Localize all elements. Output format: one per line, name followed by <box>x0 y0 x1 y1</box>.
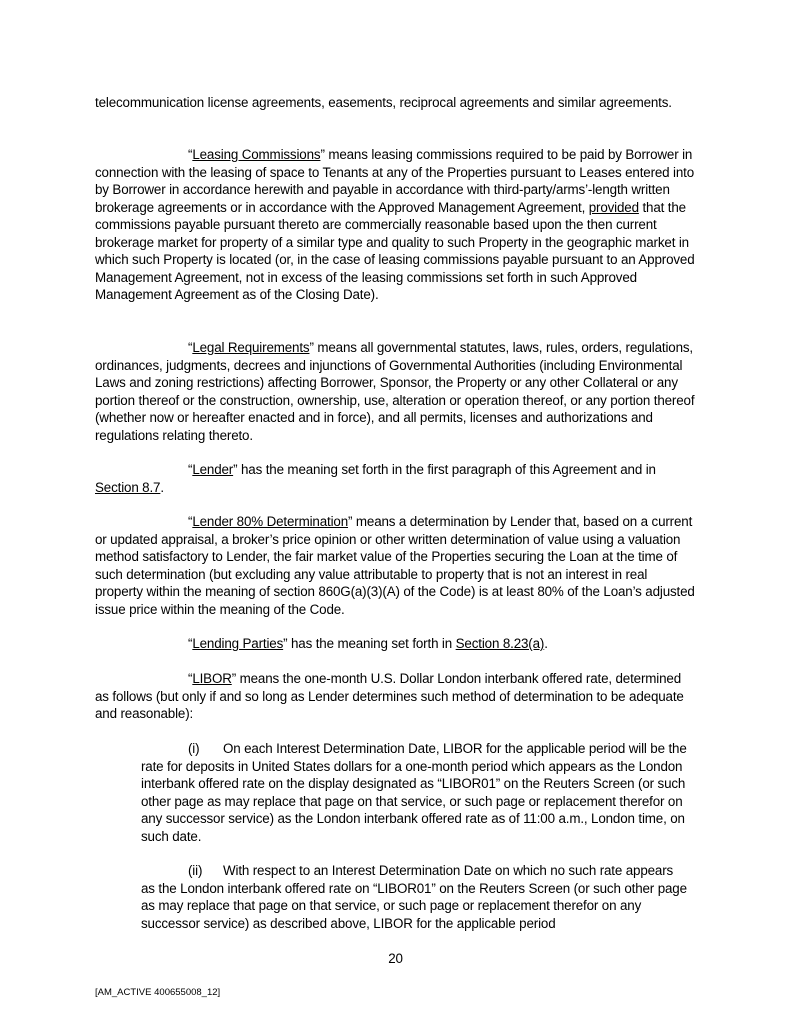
defined-term: Lender <box>192 462 234 477</box>
defined-term: Legal Requirements <box>192 340 310 355</box>
definition-libor: “LIBOR” means the one-month U.S. Dollar London interbank offered rate, determined as follows (but only if and so long as Lender determines such method of determination to be adequate and reasonable): <box>95 671 684 721</box>
defined-term: LIBOR <box>192 671 232 686</box>
definition-lender: “Lender” has the meaning set forth in the first paragraph of this Agreement and in Section 8.7. <box>95 462 656 495</box>
libor-clause-ii: (ii) With respect to an Interest Determination Date on which no such rate appears as the London interbank offered rate on “LIBOR01” on the Reuters Screen (or such other page as may replace that page on that service, or such page or replacement therefor on any successor service) as described above, LIBOR for the applicable period <box>141 863 687 931</box>
section-reference: Section 8.7 <box>95 479 161 495</box>
provided-term: provided <box>588 199 639 215</box>
definition-leasing-commissions: “Leasing Commissions” means leasing commissions required to be paid by Borrower in connection with the leasing of space to Tenants at any of the Properties pursuant to Leases entered into by Borrower in accordance herewith and payable in accordance with third-party/arms’-length written brokerage agreements or in accordance with the Approved Management Agreement, provided that the commissions payable pursuant thereto are commercially reasonable based upon the then current brokerage market for property of a similar type and quality to such Property in the geographic market in which such Property is located (or, in the case of leasing commissions payable pursuant to an Approved Management Agreement, not in excess of the leasing commissions set forth in such Approved Management Agreement as of the Closing Date). <box>95 147 695 302</box>
definition-legal-requirements: “Legal Requirements” means all governmental statutes, laws, rules, orders, regulations, ordinances, judgments, decrees and injunctions of Governmental Authorities (including Environmental Laws and zoning restrictions) affecting Borrower, Sponsor, the Property or any other Collateral or any portion thereof or the construction, ownership, use, alteration or operation thereof, or any portion thereof (whether now or hereafter enacted and in force), and all permits, licenses and authorizations and regulations relating thereto. <box>95 340 695 443</box>
defined-term: Leasing Commissions <box>192 147 321 162</box>
defined-term: Lender 80% Determination <box>192 514 349 529</box>
clause-number: (i) <box>188 741 200 756</box>
libor-clause-i: (i) On each Interest Determination Date, LIBOR for the applicable period will be the rate for deposits in United States dollars for a one-month period which appears as the London interbank offered rate on the display designated as “LIBOR01” on the Reuters Screen (or such other page as may replace that page on that service, or such page or replacement therefor on any successor service) as the London interbank offered rate as of 11:00 a.m., London time, on such date. <box>141 741 687 844</box>
definition-lending-parties: “Lending Parties” has the meaning set forth in Section 8.23(a). <box>188 636 548 651</box>
defined-term: Lending Parties <box>192 636 284 651</box>
document-id: [AM_ACTIVE 400655008_12] <box>95 987 221 998</box>
section-reference: Section 8.23(a) <box>455 636 545 651</box>
page-number: 20 <box>388 951 403 966</box>
definition-lender-80-determination: “Lender 80% Determination” means a determination by Lender that, based on a current or updated appraisal, a broker’s price opinion or other written determination of value using a valuation method satisfactory to Lender, the fair market value of the Properties securing the Loan at the time of such determination (but excluding any value attributable to property that is not an interest in real property within the meaning of section 860G(a)(3)(A) of the Code) is at least 80% of the Loan’s adjusted issue price within the meaning of the Code. <box>95 514 695 617</box>
clause-number: (ii) <box>188 863 203 878</box>
paragraph-continuation: telecommunication license agreements, easements, reciprocal agreements and similar agreements. <box>95 95 672 110</box>
